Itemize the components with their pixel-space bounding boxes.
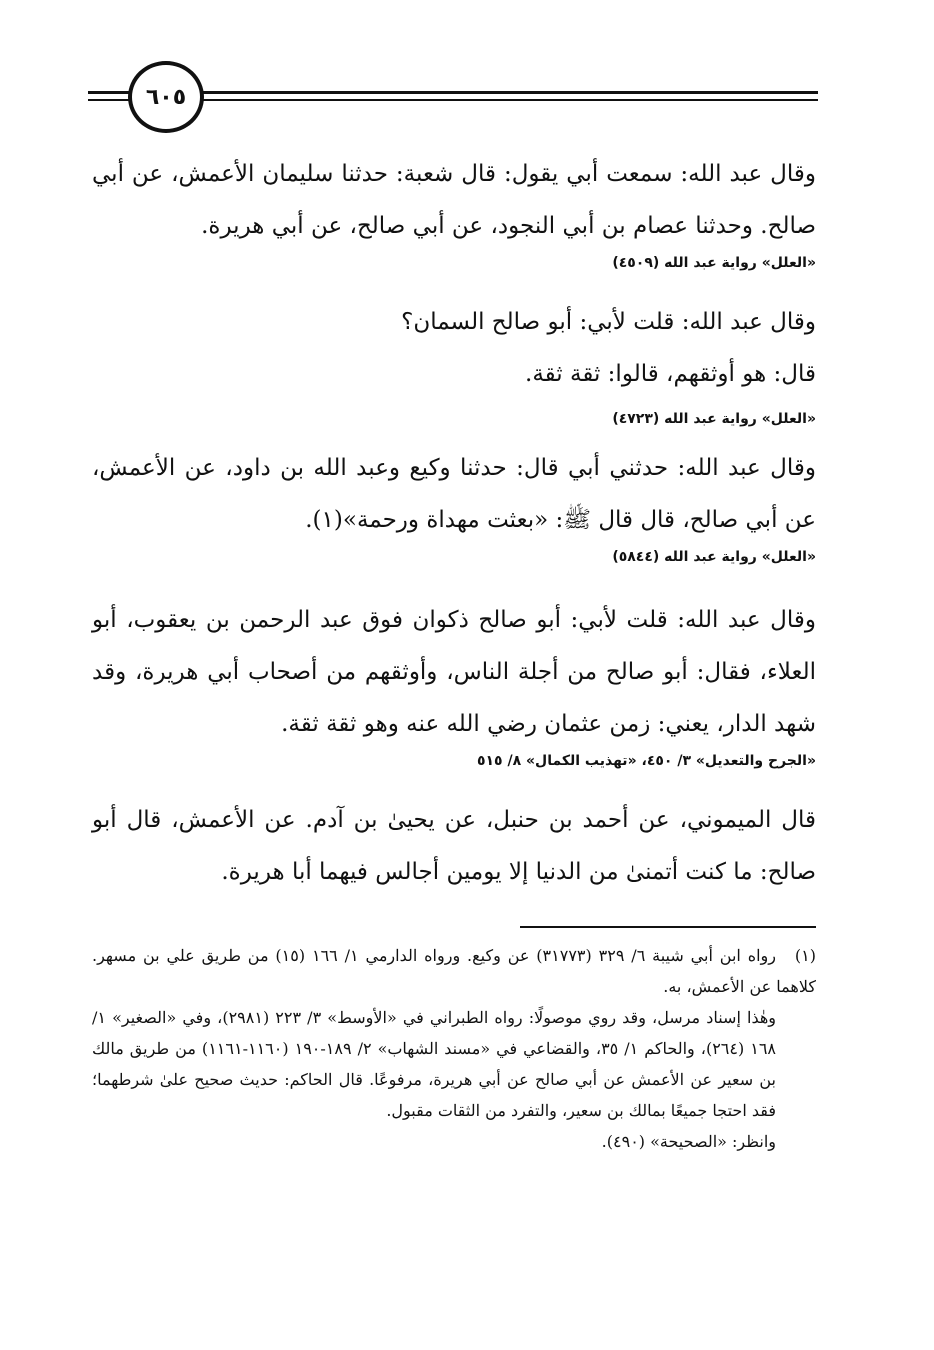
footnote-number: (١) bbox=[794, 946, 817, 965]
page-number: ٦٠٥ bbox=[128, 61, 204, 133]
footnote-third: وانظر: «الصحيحة» (٤٩٠). bbox=[601, 1132, 776, 1151]
text-block-5 bbox=[92, 794, 816, 898]
footnote-first bbox=[92, 940, 816, 1002]
footnote-separator bbox=[520, 926, 816, 928]
source-citation: «العلل» رواية عبد الله (٤٧٢٣) bbox=[612, 411, 816, 427]
source-citation: «العلل» رواية عبد الله (٤٥٠٩) bbox=[612, 255, 816, 271]
source-citation: «الجرح والتعديل» ٣/ ٤٥٠، «تهذيب الكمال» ٨/ ٥١٥ bbox=[476, 753, 816, 769]
narration-paragraph: وقال عبد الله: قلت لأبي: أبو صالح السمان؟ bbox=[401, 309, 816, 335]
source-citation: «العلل» رواية عبد الله (٥٨٤٤) bbox=[612, 549, 816, 565]
text-block-2 bbox=[92, 296, 816, 430]
text-block-1 bbox=[92, 148, 816, 274]
narration-paragraph: وقال عبد الله: قلت لأبي: أبو صالح ذكوان فوق عبد الرحمن بن يعقوب، أبو العلاء، فقال: أبو صالح من أجلة الناس، وأوثقهم من أصحاب أبي هريرة، وقد شهد الدار، يعني: زمن عثمان رضي الله عنه وهو ثقة ثقة. bbox=[92, 607, 816, 737]
text-block-3 bbox=[92, 442, 816, 568]
text-block-4 bbox=[92, 594, 816, 772]
page-header bbox=[88, 55, 818, 135]
footnote-text: رواه ابن أبي شيبة ٦/ ٣٢٩ (٣١٧٧٣) عن وكيع. ورواه الدارمي ١/ ١٦٦ (١٥) من طريق علي بن مسهر. كلاهما عن الأعمش، به. bbox=[92, 946, 816, 996]
narration-paragraph: قال: هو أوثقهم، قالوا: ثقة ثقة. bbox=[525, 361, 816, 387]
narration-paragraph: وقال عبد الله: سمعت أبي يقول: قال شعبة: حدثنا سليمان الأعمش، عن أبي صالح. وحدثنا عصام بن أبي النجود، عن أبي صالح، عن أبي هريرة. bbox=[92, 161, 816, 239]
footnote-second: وهٰذا إسناد مرسل، وقد روي موصولًا: رواه الطبراني في «الأوسط» ٣/ ٢٢٣ (٢٩٨١)، وفي «الصغير» ١/ ١٦٨ (٢٦٤)، والحاكم ١/ ٣٥، والقضاعي في «مسند الشهاب» ٢/ ١٨٩-١٩٠ (١١٦٠-١١٦١) من طريق مالك بن سعير عن الأعمش عن أبي صالح عن أبي هريرة، مرفوعًا. قال الحاكم: حديث صحيح علىٰ شرطهما؛ فقد احتجا جميعًا بمالك بن سعير، والتفرد من الثقات مقبول. bbox=[92, 1008, 777, 1120]
narration-paragraph: قال الميموني، عن أحمد بن حنبل، عن يحيىٰ بن آدم. عن الأعمش، قال أبو صالح: ما كنت أتمنىٰ من الدنيا إلا يومين أجالس فيهما أبا هريرة. bbox=[92, 807, 816, 885]
footnotes bbox=[92, 940, 816, 1157]
narration-paragraph: وقال عبد الله: حدثني أبي قال: حدثنا وكيع وعبد الله بن داود، عن الأعمش، عن أبي صالح، قال قال ﷺ: «بعثت مهداة ورحمة»(١). bbox=[92, 455, 816, 533]
